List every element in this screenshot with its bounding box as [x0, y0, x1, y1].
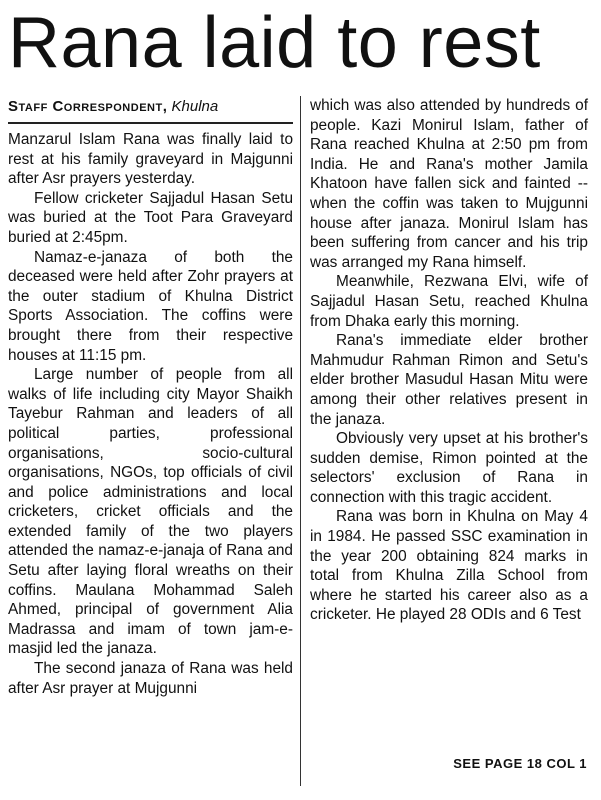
column-left — [8, 96, 293, 698]
headline: Rana laid to rest — [8, 3, 541, 83]
paragraph: Rana was born in Khulna on May 4 in 1984. He passed SSC examination in the year 200 obtaining 824 marks in total from Khulna Zilla School from where he started his career also as a cricketer. He played 28 ODIs and 6 Test — [310, 508, 588, 624]
paragraph: which was also attended by hundreds of people. Kazi Monirul Islam, father of Rana reached Khulna at 2:50 pm from India. He and Rana's mother Jamila Khatoon have fallen sick and fainted -- when the coffin was taken to Mujgunni house after janaza. Monirul Islam has been suffering from cancer and his trip was arranged my Rana himself. — [310, 97, 588, 271]
paragraph: Meanwhile, Rezwana Elvi, wife of Sajjadul Hasan Setu, reached Khulna from Dhaka early this morning. — [310, 273, 588, 330]
paragraph: Fellow cricketer Sajjadul Hasan Setu was buried at the Toot Para Graveyard buried at 2:45pm. — [8, 189, 293, 246]
paragraph: The second janaza of Rana was held after Asr prayer at Mujgunni — [8, 660, 293, 697]
continuation-note: SEE PAGE 18 COL 1 — [453, 756, 587, 771]
paragraph: Namaz-e-janaza of both the deceased were held after Zohr prayers at the outer stadium of Khulna District Sports Association. The coffins were brought there from their respective houses at 11:15 pm. — [8, 248, 293, 364]
paragraph: Manzarul Islam Rana was finally laid to rest at his family graveyard in Majgunni after Asr prayers yesterday. — [8, 131, 293, 188]
column-divider — [300, 96, 301, 786]
paragraph: Large number of people from all walks of life including city Mayor Shaikh Tayebur Rahman and leaders of all political parties, professional organisations, socio-cultural organisations, NGOs, top officials of civil and police administrations and local cricketers, cricket officials and the extended family of the two players attended the namaz-e-janaja of Rana and Setu after laying floral wreaths on their coffins. Maulana Mohammad Saleh Ahmed, principal of government Alia Madrassa and imam of town jam-e-masjid led the janaza. — [8, 366, 293, 658]
byline-name: Staff Correspondent, — [8, 98, 168, 115]
byline-place: Khulna — [171, 98, 219, 115]
paragraph: Rana's immediate elder brother Mahmudur Rahman Rimon and Setu's elder brother Masudul Hasan Mitu were among their other relatives present in the janaza. — [310, 332, 588, 428]
paragraph: Obviously very upset at his brother's sudden demise, Rimon pointed at the selectors' exclusion of Rana in connection with this tragic accident. — [310, 430, 588, 506]
byline — [8, 96, 293, 124]
column-right — [310, 96, 588, 625]
